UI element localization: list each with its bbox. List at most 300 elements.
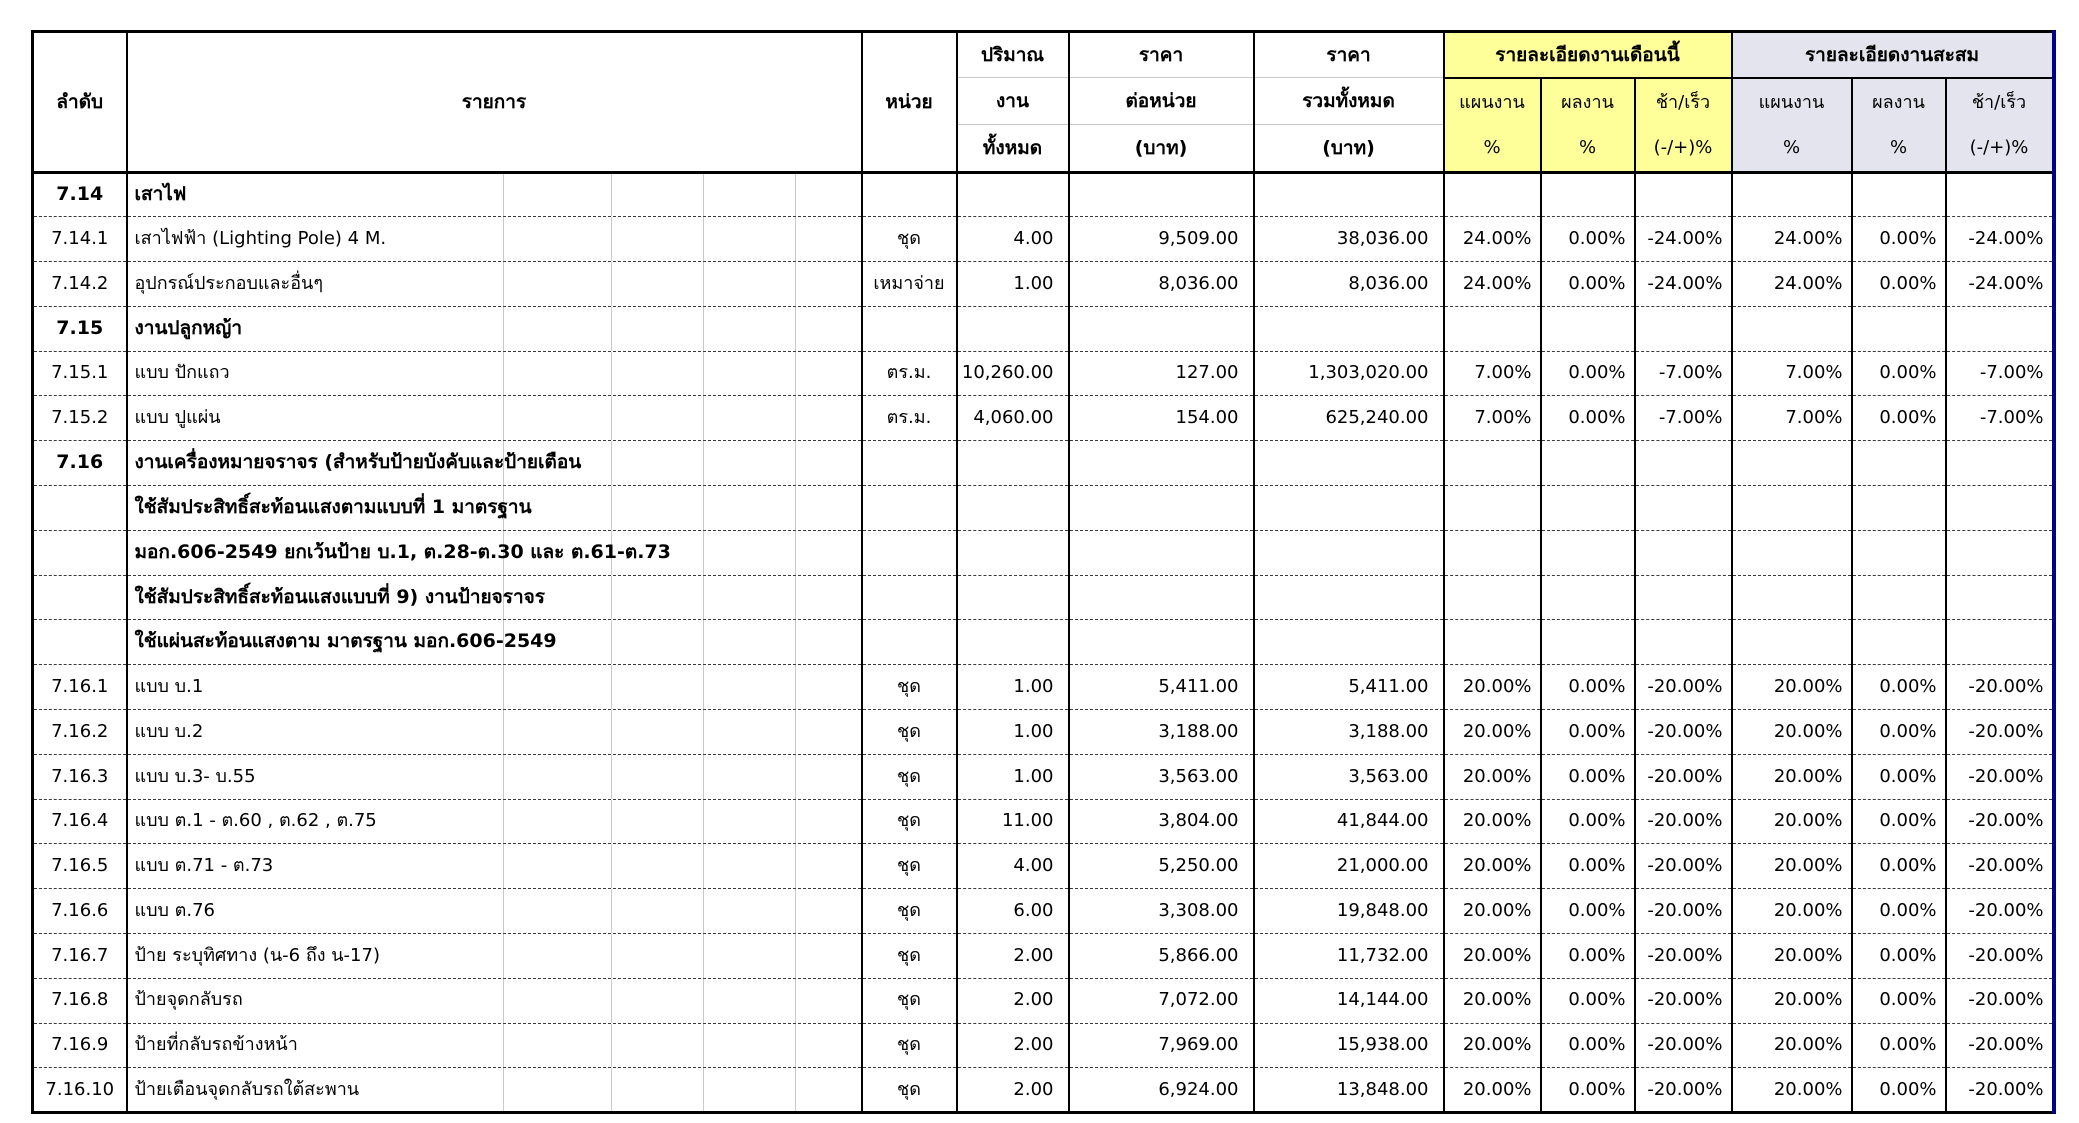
cell-no — [33, 530, 127, 575]
cell-cumulative-variance: -20.00% — [1946, 934, 2054, 979]
col-header-no: ลำดับ — [33, 32, 127, 173]
cell-description: แบบ ต.76 — [127, 889, 862, 934]
cell-unit-price: 5,411.00 — [1069, 665, 1254, 710]
cell-cumulative-variance: -20.00% — [1946, 1023, 2054, 1068]
table-row — [33, 172, 2054, 217]
spreadsheet-page — [31, 30, 2056, 1114]
cell-cumulative-actual: 0.00% — [1852, 262, 1946, 307]
cell-quantity — [957, 620, 1069, 665]
cell-total-price: 21,000.00 — [1254, 844, 1444, 889]
cell-unit: ตร.ม. — [862, 351, 957, 396]
cell-unit — [862, 486, 957, 531]
cell-month-actual: 0.00% — [1541, 978, 1635, 1023]
cell-quantity — [957, 530, 1069, 575]
col-header-cumulative-plan — [1732, 78, 1852, 173]
cell-unit-price: 7,072.00 — [1069, 978, 1254, 1023]
cell-cumulative-actual: 0.00% — [1852, 889, 1946, 934]
cell-description: แบบ ต.71 - ต.73 — [127, 844, 862, 889]
cell-cumulative-plan: 20.00% — [1732, 889, 1852, 934]
cell-description: ป้ายจุดกลับรถ — [127, 978, 862, 1023]
cell-cumulative-variance: -7.00% — [1946, 351, 2054, 396]
cell-month-actual: 0.00% — [1541, 1068, 1635, 1113]
cell-cumulative-plan: 20.00% — [1732, 710, 1852, 755]
cell-no: 7.16.5 — [33, 844, 127, 889]
group-header-month: รายละเอียดงานเดือนนี้ — [1444, 32, 1732, 78]
cell-month-actual: 0.00% — [1541, 934, 1635, 979]
table-row — [33, 844, 2054, 889]
cell-no — [33, 575, 127, 620]
cell-quantity: 11.00 — [957, 799, 1069, 844]
cell-month-variance: -7.00% — [1635, 396, 1732, 441]
cell-description: งานปลูกหญ้า — [127, 306, 862, 351]
cell-total-price — [1254, 530, 1444, 575]
cell-total-price: 1,303,020.00 — [1254, 351, 1444, 396]
cell-unit-price: 8,036.00 — [1069, 262, 1254, 307]
cell-month-variance — [1635, 486, 1732, 531]
cell-unit: ชุด — [862, 1023, 957, 1068]
cumulative-plan-unit: % — [1782, 137, 1801, 158]
cell-month-plan — [1444, 172, 1541, 217]
cell-cumulative-plan — [1732, 620, 1852, 665]
cell-unit-price: 7,969.00 — [1069, 1023, 1254, 1068]
table-row — [33, 262, 2054, 307]
month-variance-unit: (-/+)% — [1653, 137, 1713, 158]
cell-cumulative-variance: -24.00% — [1946, 217, 2054, 262]
cell-cumulative-plan: 7.00% — [1732, 396, 1852, 441]
cell-description: ป้าย ระบุทิศทาง (น-6 ถึง น-17) — [127, 934, 862, 979]
table-body — [33, 172, 2054, 1113]
cell-quantity: 2.00 — [957, 1023, 1069, 1068]
cell-unit-price — [1069, 575, 1254, 620]
cell-no: 7.16 — [33, 441, 127, 486]
month-plan-unit: % — [1483, 137, 1501, 158]
cell-month-actual: 0.00% — [1541, 396, 1635, 441]
cell-unit-price: 5,866.00 — [1069, 934, 1254, 979]
table-row — [33, 1068, 2054, 1113]
cell-unit-price: 6,924.00 — [1069, 1068, 1254, 1113]
cell-quantity: 2.00 — [957, 1068, 1069, 1113]
cell-month-actual — [1541, 441, 1635, 486]
cell-cumulative-variance: -20.00% — [1946, 665, 2054, 710]
cell-month-actual: 0.00% — [1541, 351, 1635, 396]
cell-cumulative-actual: 0.00% — [1852, 665, 1946, 710]
cell-month-variance: -20.00% — [1635, 710, 1732, 755]
cell-cumulative-variance: -20.00% — [1946, 710, 2054, 755]
cell-unit: ชุด — [862, 844, 957, 889]
cell-description: แบบ ปักแถว — [127, 351, 862, 396]
cell-cumulative-plan: 24.00% — [1732, 217, 1852, 262]
cell-quantity: 1.00 — [957, 754, 1069, 799]
cell-description: เสาไฟฟ้า (Lighting Pole) 4 M. — [127, 217, 862, 262]
cell-month-variance: -20.00% — [1635, 754, 1732, 799]
cell-month-variance: -20.00% — [1635, 889, 1732, 934]
cell-unit-price — [1069, 306, 1254, 351]
cell-cumulative-actual: 0.00% — [1852, 799, 1946, 844]
cell-cumulative-variance: -20.00% — [1946, 978, 2054, 1023]
cell-unit — [862, 441, 957, 486]
cell-cumulative-plan: 24.00% — [1732, 262, 1852, 307]
cell-cumulative-plan: 20.00% — [1732, 754, 1852, 799]
cell-cumulative-plan — [1732, 486, 1852, 531]
cell-unit-price: 3,804.00 — [1069, 799, 1254, 844]
cell-cumulative-plan — [1732, 172, 1852, 217]
cell-unit: ชุด — [862, 978, 957, 1023]
col-header-unit-price-line2: ต่อหน่วย — [1069, 78, 1254, 125]
table-row — [33, 665, 2054, 710]
cell-month-plan: 20.00% — [1444, 889, 1541, 934]
cell-month-actual: 0.00% — [1541, 754, 1635, 799]
cell-no: 7.16.8 — [33, 978, 127, 1023]
cell-cumulative-actual — [1852, 620, 1946, 665]
cell-month-variance — [1635, 575, 1732, 620]
cell-month-variance — [1635, 306, 1732, 351]
cell-cumulative-plan — [1732, 306, 1852, 351]
cell-quantity — [957, 306, 1069, 351]
cell-total-price: 14,144.00 — [1254, 978, 1444, 1023]
cell-unit-price: 127.00 — [1069, 351, 1254, 396]
cell-unit — [862, 172, 957, 217]
cell-quantity: 4,060.00 — [957, 396, 1069, 441]
cell-month-variance: -20.00% — [1635, 934, 1732, 979]
cell-cumulative-plan — [1732, 441, 1852, 486]
cell-total-price: 15,938.00 — [1254, 1023, 1444, 1068]
cell-unit-price — [1069, 172, 1254, 217]
table-header — [33, 32, 2054, 173]
cell-description: มอก.606-2549 ยกเว้นป้าย บ.1, ต.28-ต.30 และ ต.61-ต.73 — [127, 530, 862, 575]
table-row — [33, 754, 2054, 799]
cell-no: 7.16.3 — [33, 754, 127, 799]
col-header-unit-price: ราคา — [1069, 32, 1254, 78]
cell-quantity — [957, 172, 1069, 217]
cell-no: 7.16.2 — [33, 710, 127, 755]
cell-unit-price — [1069, 441, 1254, 486]
cell-unit: ชุด — [862, 799, 957, 844]
cell-unit: ชุด — [862, 710, 957, 755]
cell-cumulative-plan: 20.00% — [1732, 978, 1852, 1023]
cell-total-price: 11,732.00 — [1254, 934, 1444, 979]
cell-cumulative-variance — [1946, 306, 2054, 351]
cell-description: ป้ายเตือนจุดกลับรถใต้สะพาน — [127, 1068, 862, 1113]
cumulative-actual-unit: % — [1889, 137, 1908, 158]
cell-quantity: 1.00 — [957, 710, 1069, 755]
cell-cumulative-actual — [1852, 530, 1946, 575]
cell-month-variance: -20.00% — [1635, 1068, 1732, 1113]
cell-month-variance: -24.00% — [1635, 217, 1732, 262]
cell-total-price — [1254, 575, 1444, 620]
cell-quantity: 4.00 — [957, 217, 1069, 262]
table-row — [33, 530, 2054, 575]
cell-description: อุปกรณ์ประกอบและอื่นๆ — [127, 262, 862, 307]
month-plan-label: แผนงาน — [1459, 92, 1525, 113]
cell-unit — [862, 620, 957, 665]
cell-cumulative-plan: 20.00% — [1732, 1068, 1852, 1113]
table-row — [33, 217, 2054, 262]
cell-unit-price: 5,250.00 — [1069, 844, 1254, 889]
cell-description: แบบ บ.1 — [127, 665, 862, 710]
cell-cumulative-plan — [1732, 575, 1852, 620]
cell-cumulative-variance: -20.00% — [1946, 1068, 2054, 1113]
cell-quantity: 2.00 — [957, 934, 1069, 979]
cumulative-variance-label: ช้า/เร็ว — [1971, 92, 2027, 113]
cell-month-actual — [1541, 306, 1635, 351]
cell-month-actual — [1541, 486, 1635, 531]
col-header-month-actual — [1541, 78, 1635, 173]
cell-cumulative-variance — [1946, 575, 2054, 620]
cell-cumulative-plan: 7.00% — [1732, 351, 1852, 396]
cell-month-plan: 7.00% — [1444, 396, 1541, 441]
cell-no: 7.16.7 — [33, 934, 127, 979]
cell-month-variance: -20.00% — [1635, 1023, 1732, 1068]
cell-cumulative-variance: -7.00% — [1946, 396, 2054, 441]
cell-cumulative-actual: 0.00% — [1852, 710, 1946, 755]
cell-month-plan: 20.00% — [1444, 665, 1541, 710]
col-header-month-plan — [1444, 78, 1541, 173]
col-header-quantity-line3: ทั้งหมด — [957, 125, 1069, 172]
cell-cumulative-variance: -24.00% — [1946, 262, 2054, 307]
cell-month-actual: 0.00% — [1541, 710, 1635, 755]
cell-total-price — [1254, 306, 1444, 351]
col-header-total-price-line2: รวมทั้งหมด — [1254, 78, 1444, 125]
cell-unit-price: 3,563.00 — [1069, 754, 1254, 799]
month-variance-label: ช้า/เร็ว — [1655, 92, 1711, 113]
cell-cumulative-actual: 0.00% — [1852, 844, 1946, 889]
cell-unit-price — [1069, 530, 1254, 575]
cell-month-variance: -20.00% — [1635, 665, 1732, 710]
cell-unit-price: 3,188.00 — [1069, 710, 1254, 755]
cell-month-plan: 20.00% — [1444, 844, 1541, 889]
cell-cumulative-plan: 20.00% — [1732, 1023, 1852, 1068]
cell-description: แบบ บ.2 — [127, 710, 862, 755]
cell-total-price — [1254, 620, 1444, 665]
table-row — [33, 306, 2054, 351]
cell-month-variance: -20.00% — [1635, 844, 1732, 889]
cell-total-price: 5,411.00 — [1254, 665, 1444, 710]
cell-cumulative-actual: 0.00% — [1852, 351, 1946, 396]
cell-month-plan: 20.00% — [1444, 754, 1541, 799]
cell-cumulative-actual — [1852, 441, 1946, 486]
cell-total-price: 3,188.00 — [1254, 710, 1444, 755]
cell-total-price — [1254, 172, 1444, 217]
cell-month-plan: 24.00% — [1444, 262, 1541, 307]
cell-quantity: 1.00 — [957, 665, 1069, 710]
table-row — [33, 934, 2054, 979]
table-row — [33, 441, 2054, 486]
boq-progress-table — [31, 30, 2056, 1114]
cell-unit — [862, 575, 957, 620]
cell-month-variance: -7.00% — [1635, 351, 1732, 396]
col-header-description: รายการ — [127, 32, 862, 173]
table-row — [33, 351, 2054, 396]
cell-cumulative-actual: 0.00% — [1852, 978, 1946, 1023]
cell-no: 7.14.1 — [33, 217, 127, 262]
cell-quantity: 1.00 — [957, 262, 1069, 307]
cell-unit: ชุด — [862, 889, 957, 934]
cell-total-price: 19,848.00 — [1254, 889, 1444, 934]
cell-quantity — [957, 441, 1069, 486]
cell-cumulative-actual — [1852, 172, 1946, 217]
cell-cumulative-actual — [1852, 306, 1946, 351]
col-header-month-variance — [1635, 78, 1732, 173]
cell-total-price: 13,848.00 — [1254, 1068, 1444, 1113]
cell-month-plan — [1444, 620, 1541, 665]
cell-month-plan: 20.00% — [1444, 799, 1541, 844]
group-header-cumulative: รายละเอียดงานสะสม — [1732, 32, 2054, 78]
cell-no: 7.15.2 — [33, 396, 127, 441]
cell-total-price: 41,844.00 — [1254, 799, 1444, 844]
cell-month-plan — [1444, 486, 1541, 531]
cell-cumulative-actual — [1852, 575, 1946, 620]
cell-month-plan: 20.00% — [1444, 1023, 1541, 1068]
cell-month-actual — [1541, 530, 1635, 575]
cell-month-actual: 0.00% — [1541, 665, 1635, 710]
cell-cumulative-variance — [1946, 620, 2054, 665]
cell-month-plan: 20.00% — [1444, 710, 1541, 755]
cell-cumulative-plan: 20.00% — [1732, 799, 1852, 844]
cell-quantity: 6.00 — [957, 889, 1069, 934]
cell-no: 7.16.1 — [33, 665, 127, 710]
cell-total-price — [1254, 486, 1444, 531]
cell-month-variance — [1635, 620, 1732, 665]
cell-month-plan: 7.00% — [1444, 351, 1541, 396]
table-row — [33, 620, 2054, 665]
cell-description: ใช้สัมประสิทธิ์สะท้อนแสงตามแบบที่ 1 มาตรฐาน — [127, 486, 862, 531]
cell-month-actual: 0.00% — [1541, 262, 1635, 307]
cell-cumulative-actual: 0.00% — [1852, 396, 1946, 441]
cell-month-plan — [1444, 530, 1541, 575]
cell-total-price: 625,240.00 — [1254, 396, 1444, 441]
cell-unit: ชุด — [862, 1068, 957, 1113]
cell-no: 7.14 — [33, 172, 127, 217]
cell-cumulative-actual — [1852, 486, 1946, 531]
cell-description: ป้ายที่กลับรถข้างหน้า — [127, 1023, 862, 1068]
table-row — [33, 710, 2054, 755]
cell-cumulative-variance: -20.00% — [1946, 754, 2054, 799]
cell-total-price: 38,036.00 — [1254, 217, 1444, 262]
cell-unit: เหมาจ่าย — [862, 262, 957, 307]
cell-unit-price: 3,308.00 — [1069, 889, 1254, 934]
month-actual-label: ผลงาน — [1561, 92, 1614, 113]
table-row — [33, 575, 2054, 620]
cell-month-plan: 20.00% — [1444, 1068, 1541, 1113]
col-header-cumulative-actual — [1852, 78, 1946, 173]
cell-no: 7.14.2 — [33, 262, 127, 307]
cell-description: แบบ บ.3- บ.55 — [127, 754, 862, 799]
cell-total-price: 3,563.00 — [1254, 754, 1444, 799]
table-row — [33, 1023, 2054, 1068]
cell-cumulative-variance: -20.00% — [1946, 799, 2054, 844]
cell-quantity — [957, 486, 1069, 531]
col-header-cumulative-variance — [1946, 78, 2054, 173]
cell-unit — [862, 306, 957, 351]
table-row — [33, 396, 2054, 441]
cell-cumulative-actual: 0.00% — [1852, 934, 1946, 979]
cell-quantity: 4.00 — [957, 844, 1069, 889]
cell-cumulative-plan: 20.00% — [1732, 665, 1852, 710]
cell-quantity: 10,260.00 — [957, 351, 1069, 396]
cell-month-variance — [1635, 530, 1732, 575]
cell-no — [33, 486, 127, 531]
cell-total-price — [1254, 441, 1444, 486]
cell-unit: ชุด — [862, 217, 957, 262]
cell-unit — [862, 530, 957, 575]
cell-month-variance — [1635, 172, 1732, 217]
cell-cumulative-variance — [1946, 486, 2054, 531]
cell-unit-price: 154.00 — [1069, 396, 1254, 441]
cell-cumulative-actual: 0.00% — [1852, 217, 1946, 262]
cell-month-actual — [1541, 575, 1635, 620]
col-header-quantity: ปริมาณ — [957, 32, 1069, 78]
cell-no: 7.16.10 — [33, 1068, 127, 1113]
cell-description: งานเครื่องหมายจราจร (สำหรับป้ายบังคับและป้ายเตือน — [127, 441, 862, 486]
cell-total-price: 8,036.00 — [1254, 262, 1444, 307]
cell-month-actual: 0.00% — [1541, 217, 1635, 262]
cell-description: ใช้แผ่นสะท้อนแสงตาม มาตรฐาน มอก.606-2549 — [127, 620, 862, 665]
cell-unit: ชุด — [862, 665, 957, 710]
cell-cumulative-actual: 0.00% — [1852, 754, 1946, 799]
cell-quantity: 2.00 — [957, 978, 1069, 1023]
cell-no — [33, 620, 127, 665]
cell-no: 7.16.4 — [33, 799, 127, 844]
cell-no: 7.16.6 — [33, 889, 127, 934]
cell-cumulative-variance — [1946, 172, 2054, 217]
cell-unit: ตร.ม. — [862, 396, 957, 441]
cell-no: 7.16.9 — [33, 1023, 127, 1068]
cell-cumulative-variance — [1946, 530, 2054, 575]
col-header-quantity-line2: งาน — [957, 78, 1069, 125]
cell-month-plan — [1444, 441, 1541, 486]
cell-cumulative-plan: 20.00% — [1732, 844, 1852, 889]
cell-no: 7.15 — [33, 306, 127, 351]
cell-quantity — [957, 575, 1069, 620]
cell-cumulative-actual: 0.00% — [1852, 1023, 1946, 1068]
cell-month-plan — [1444, 575, 1541, 620]
cell-unit-price: 9,509.00 — [1069, 217, 1254, 262]
cell-description: แบบ ต.1 - ต.60 , ต.62 , ต.75 — [127, 799, 862, 844]
cell-month-actual: 0.00% — [1541, 844, 1635, 889]
cell-no: 7.15.1 — [33, 351, 127, 396]
cell-unit-price — [1069, 620, 1254, 665]
cell-month-plan: 20.00% — [1444, 934, 1541, 979]
table-row — [33, 889, 2054, 934]
cell-description: เสาไฟ — [127, 172, 862, 217]
cell-cumulative-plan: 20.00% — [1732, 934, 1852, 979]
cell-cumulative-actual: 0.00% — [1852, 1068, 1946, 1113]
col-header-total-price: ราคา — [1254, 32, 1444, 78]
col-header-total-price-line3: (บาท) — [1254, 125, 1444, 172]
cell-cumulative-variance: -20.00% — [1946, 844, 2054, 889]
cell-description: ใช้สัมประสิทธิ์สะท้อนแสงแบบที่ 9) งานป้ายจราจร — [127, 575, 862, 620]
cell-month-variance: -20.00% — [1635, 799, 1732, 844]
cell-month-variance: -20.00% — [1635, 978, 1732, 1023]
cell-month-plan: 20.00% — [1444, 978, 1541, 1023]
cell-unit: ชุด — [862, 754, 957, 799]
cell-month-actual: 0.00% — [1541, 1023, 1635, 1068]
cumulative-variance-unit: (-/+)% — [1969, 137, 2029, 158]
col-header-unit-price-line3: (บาท) — [1069, 125, 1254, 172]
table-row — [33, 486, 2054, 531]
col-header-unit: หน่วย — [862, 32, 957, 173]
cell-month-variance — [1635, 441, 1732, 486]
month-actual-unit: % — [1578, 137, 1597, 158]
cell-unit-price — [1069, 486, 1254, 531]
cell-month-actual — [1541, 620, 1635, 665]
cell-month-actual — [1541, 172, 1635, 217]
cell-month-actual: 0.00% — [1541, 889, 1635, 934]
cell-month-plan: 24.00% — [1444, 217, 1541, 262]
cell-cumulative-variance — [1946, 441, 2054, 486]
table-row — [33, 978, 2054, 1023]
cell-cumulative-plan — [1732, 530, 1852, 575]
